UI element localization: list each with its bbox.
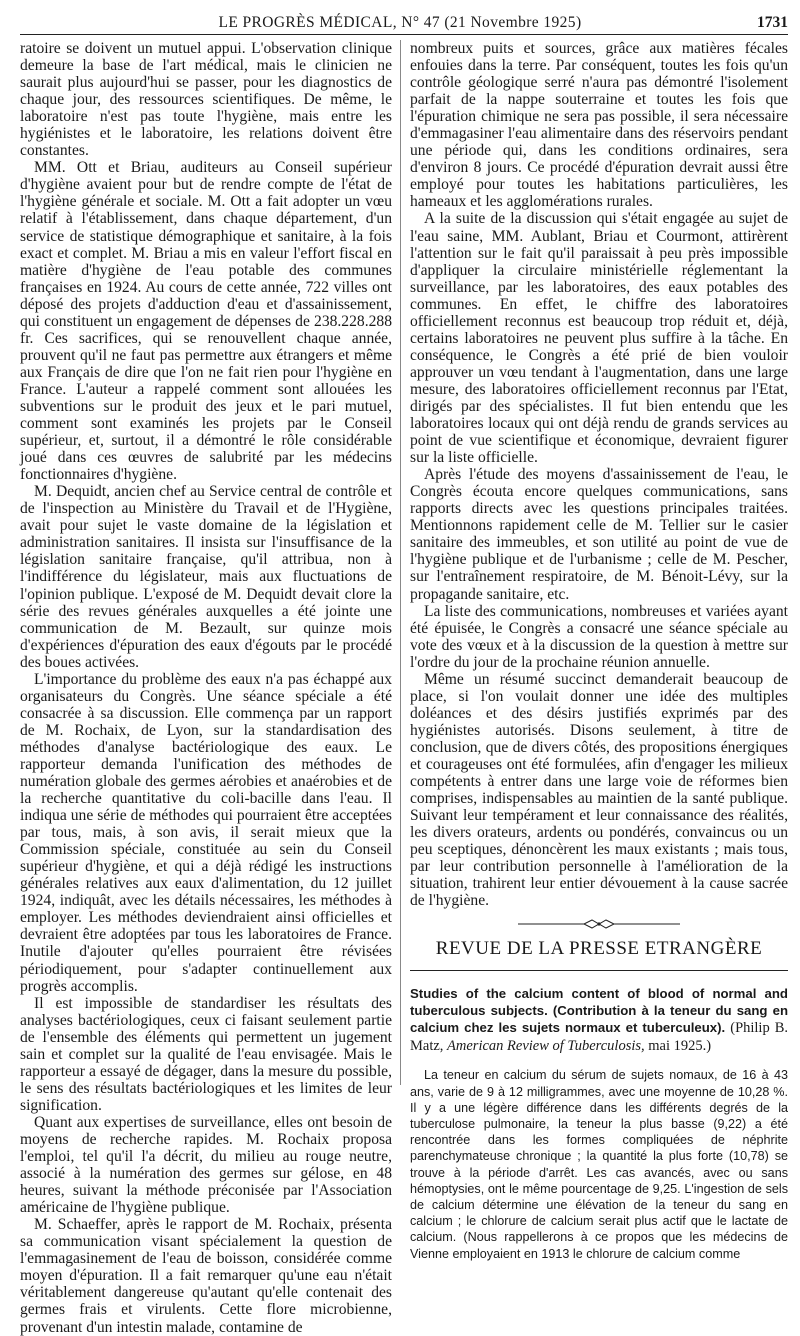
paragraph: M. Dequidt, ancien chef au Service central de contrôle et de l'inspection au Ministère du Travail et de l'Hygiène, avait pour sujet le vaste domaine de la législation et administration sanitaires. Il insista sur l'insuffisance de la législation sanitaire française, qu'il attribua, non à l'indifférence du législateur, mais aux fluctuations de l'opinion publique. L'exposé de M. Dequidt devait clore la série des revues générales auxquelles a été jointe une communication de M. Bezault, sur quinze mois d'expériences d'épuration des eaux d'égouts par le procédé des boues activées. xyxy=(20,483,392,671)
header-rule xyxy=(20,34,788,35)
article-body: La teneur en calcium du sérum de sujets nomaux, de 16 à 43 ans, varie de 9 à 12 milligrammes, avec une moyenne de 10,28 %. Il y a une légère différence dans les différents degrés de la tuberculose pulmonaire, la teneur la plus basse (9,22) a été rencontrée dans les formes compliquées de néphrite parenchymateuse chronique ; la quantité la plus forte (10,78) se trouve à la période d'arrêt. Les cas avancés, avec ou sans hémoptysies, ont le même pourcentage de 9,25. L'ingestion de sels de calcium détermine une élévation de la teneur du sang en calcium ; le chlorure de calcium serait plus actif que le lactate de calcium. (Nous rappellerons à ce propos que les médecins de Vienne employaient en 1913 le chlorure de calcium comme xyxy=(410,1068,788,1261)
ornament-divider xyxy=(514,918,684,930)
paragraph: Quant aux expertises de surveillance, elles ont besoin de moyens de recherche rapides. M. Rochaix proposa l'emploi, tel qu'il l'a décrit, du milieu au rouge neutre, associé à la numération des germes sur gélose, en 48 heures, suivant la méthode préconisée par l'Association américaine de l'hygiène publique. xyxy=(20,1113,392,1217)
article-heading xyxy=(410,985,788,1055)
page-header xyxy=(0,10,800,40)
right-column xyxy=(410,40,788,1261)
citation-journal: American Review of Tuberculosis, xyxy=(447,1038,645,1055)
paragraph: A la suite de la discussion qui s'était engagée au sujet de l'eau saine, MM. Aublant, Briau et Courmont, attirèrent l'attention sur le fait qu'il paraissait à peu près impossible d'appliquer la circulaire ministérielle réglementant la surveillance, par les laboratoires, des eaux potables des communes. En effet, le chiffre des laboratoires officiellement reconnus est beaucoup trop réduit et, déjà, certains laboratoires ne peuvent plus suffire à la tâche. En conséquence, le Congrès a été prié de bien vouloir approuver un vœu tendant à l'augmentation, dans une large mesure, des laboratoires officiellement reconnus par l'Etat, dirigés par des spécialistes. Il fut bien entendu que les laboratoires locaux qui ont déjà rendu de grands services au point de vue scientifique et économique, devraient figurer sur la liste officielle. xyxy=(410,210,788,467)
paragraph: nombreux puits et sources, grâce aux matières fécales enfouies dans la terre. Par conséquent, toutes les fois qu'un contrôle géologique serré n'aura pas démontré l'isolement parfait de la nappe souterraine et toutes les fois que l'épuration chimique ne sera pas possible, il sera nécessaire d'emmagasiner l'eau alimentaire dans des réservoirs pendant une période qui, dans les conditions ordinaires, sera d'environ 8 jours. Ce procédé d'épuration devrait aussi être employé pour toutes les habitations particulières, les hameaux et les agglomérations rurales. xyxy=(410,40,788,211)
paragraph: MM. Ott et Briau, auditeurs au Conseil supérieur d'hygiène avaient pour but de rendre compte de l'état de l'hygiène générale et sociale. M. Ott a fait adopter un vœu relatif à l'établissement, dans chaque département, d'un service de statistique démographique et sanitaire, à la fois exact et complet. M. Briau a mis en valeur l'effort fiscal en matière d'hygiène de l'eau potable des communes françaises en 1924. Au cours de cette année, 722 villes ont déposé des projets d'adduction d'eau et d'assainissement, qui constituent un engagement de dépenses de 238.228.288 fr. Ces sacrifices, qui se renouvellent chaque année, prouvent qu'il ne faut pas permettre aux étrangers et même aux Français de dire que l'on ne fait rien pour l'hygiène en France. L'auteur a rappelé comment sont allouées les subventions sur le produit des jeux et le pari mutuel, comment sont examinés les projets par le Conseil supérieur, et, surtout, il a démontré le rôle considérable joué dans ces œuvres de salubrité par les médecins fonctionnaires d'hygiène. xyxy=(20,159,392,484)
left-column xyxy=(20,40,392,1336)
section-rule xyxy=(410,970,788,971)
paragraph: L'importance du problème des eaux n'a pas échappé aux organisateurs du Congrès. Une séance spéciale a été consacrée à sa discussion. Elle commença par un rapport de M. Rochaix, de Lyon, sur la standardisation des méthodes d'analyse bactériologique des eaux. Le rapporteur demanda l'unification des méthodes de numération globale des germes aérobies et anaérobies et de la recherche quantitative du coli-bacille dans l'eau. Il indiqua une série de méthodes qui pourraient être acceptées par tous, mais, à son avis, il serait mieux que la Commission spéciale, constituée au sein du Conseil supérieur d'hygiène, et qui a déjà rédigé les instructions générales relatives aux eaux d'alimentation, du 12 juillet 1924, indiquât, avec les détails nécessaires, les méthodes à employer. Les méthodes deviendraient ainsi officielles et devraient être adoptées par tous les laboratoires de France. Inutile d'ajouter qu'elles pourraient être révisées périodiquement, pour s'adapter continuellement aux progrès accomplis. xyxy=(20,670,392,995)
page-number: 1731 xyxy=(757,14,788,31)
running-title: LE PROGRÈS MÉDICAL, N° 47 (21 Novembre 1925) xyxy=(218,14,582,31)
article-title: Studies of the calcium content of blood of normal and tuberculous subjects. (Contribution à la teneur du sang en calcium chez les sujets normaux et tuberculeux). xyxy=(410,986,788,1036)
paragraph: ratoire se doivent un mutuel appui. L'observation clinique demeure la base de l'art médical, mais le clinicien ne saurait plus aujourd'hui se passer, pour les diagnostics de chaque jour, des ressources scientifiques. De même, le laboratoire n'est pas toute l'hygiène, mais entre les hygiénistes et le laboratoire, les relations doivent être constantes. xyxy=(20,40,392,160)
paragraph: Après l'étude des moyens d'assainissement de l'eau, le Congrès écouta encore quelques communications, sans rapports directs avec les questions principales traitées. Mentionnons rapidement celle de M. Tellier sur le casier sanitaire des immeubles, et son utilité au point de vue de l'hygiène publique et de l'urbanisme ; celle de M. Pescher, sur l'entraînement respiratoire, de M. Bénoit-Lévy, sur la propagande sanitaire, etc. xyxy=(410,466,788,603)
paragraph: La liste des communications, nombreuses et variées ayant été épuisée, le Congrès a consacré une séance spéciale au vote des vœux et à la discussion de la question à mettre sur l'ordre du jour de la prochaine réunion annuelle. xyxy=(410,602,788,671)
section-title: REVUE DE LA PRESSE ETRANGÈRE xyxy=(435,938,763,960)
paragraph: M. Schaeffer, après le rapport de M. Rochaix, présenta sa communication visant spécialement la question de l'emmagasinement de l'eau de boisson, considérée comme moyen d'épuration. Il a fait remarquer qu'une eau n'était véritablement dangereuse qu'autant qu'elle contenait des germes frais et virulents. Cette flore microbienne, provenant d'un intestin malade, contamine de xyxy=(20,1216,392,1336)
paragraph: Il est impossible de standardiser les résultats des analyses bactériologiques, ceux ci faisant seulement partie de l'ensemble des éléments qui permettent un jugement sain et complet sur la qualité de l'eau envisagée. Mais le rapporteur a essayé de dégager, dans la mesure du possible, le sens des résultats bactériologiques et les limites de leur signification. xyxy=(20,994,392,1114)
citation-date: mai 1925.) xyxy=(648,1038,712,1055)
column-separator xyxy=(400,40,401,1085)
citation-author: (Philip B. Matz, xyxy=(410,1020,788,1055)
paragraph: Même un résumé succinct demanderait beaucoup de place, si l'on voulait donner une idée des multiples doléances et des désirs justifiés exprimés par des hygiénistes autorisés. Disons seulement, à titre de conclusion, que de divers côtés, des propositions énergiques et courageuses ont été formulées, afin d'engager les milieux compétents à entrer dans une large voie de réformes bien comprises, indispensables au maintien de la santé publique. Suivant leur tempérament et leur connaissance des réalités, les divers orateurs, ardents ou pondérés, convaincus ou un peu sceptiques, dénoncèrent les maux existants ; mais tous, par leur contribution personnelle à l'amélioration de la situation, trahirent leur entier dévouement à la cause sacrée de l'hygiène. xyxy=(410,670,788,910)
